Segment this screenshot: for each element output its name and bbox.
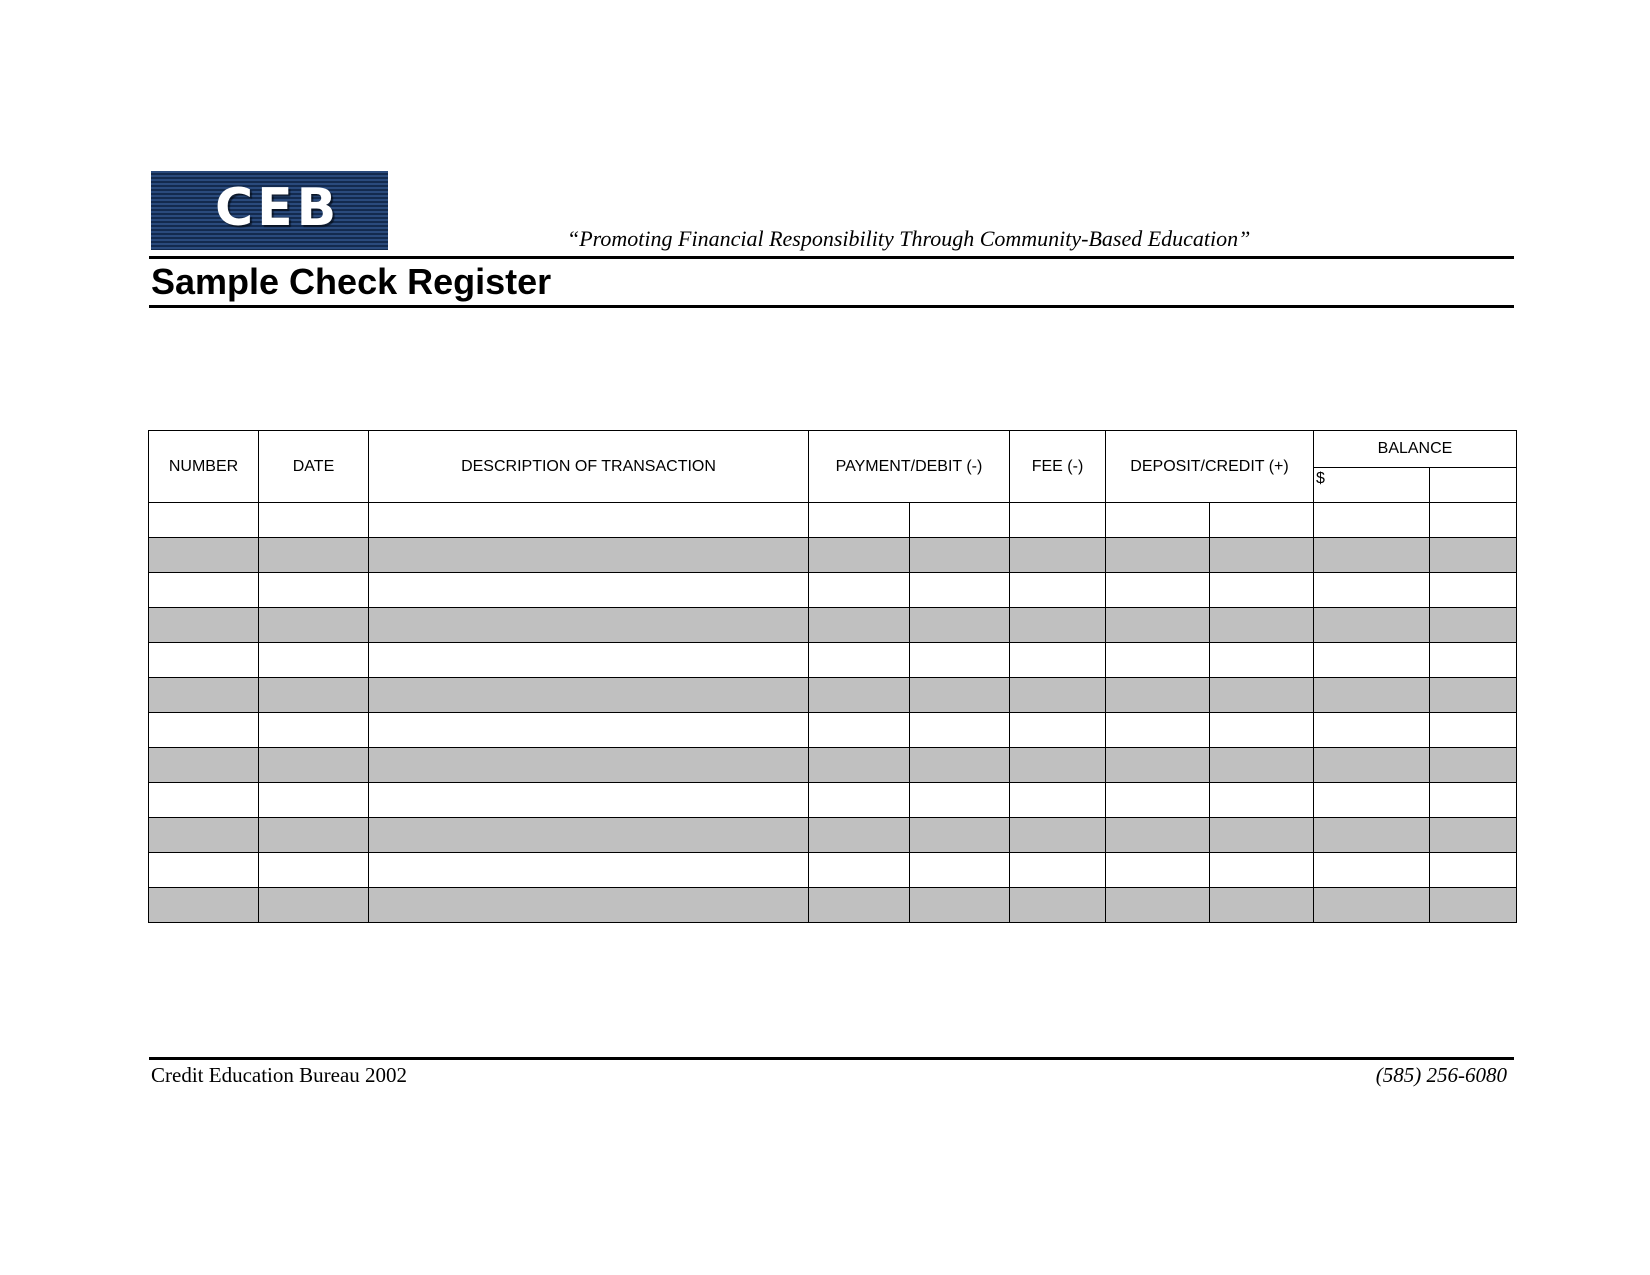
cell-payment-cents[interactable] [910,713,1010,748]
table-row [149,573,1517,608]
cell-deposit-dollars[interactable] [1106,678,1210,713]
cell-date[interactable] [259,538,369,573]
cell-number[interactable] [149,818,259,853]
cell-description[interactable] [369,853,809,888]
page-title: Sample Check Register [151,261,552,302]
register-body [149,503,1517,923]
cell-deposit-cents[interactable] [1210,503,1314,538]
table-row [149,748,1517,783]
cell-date[interactable] [259,643,369,678]
cell-balance-dollars[interactable] [1314,503,1430,538]
cell-number[interactable] [149,713,259,748]
cell-fee[interactable] [1010,573,1106,608]
cell-date[interactable] [259,713,369,748]
table-row [149,608,1517,643]
cell-date[interactable] [259,888,369,923]
cell-description[interactable] [369,503,809,538]
cell-payment-cents[interactable] [910,888,1010,923]
cell-deposit-cents[interactable] [1210,538,1314,573]
cell-date[interactable] [259,503,369,538]
cell-deposit-dollars[interactable] [1106,748,1210,783]
cell-balance-cents[interactable] [1430,503,1517,538]
cell-payment-dollars[interactable] [809,853,910,888]
cell-number[interactable] [149,853,259,888]
cell-balance-cents[interactable] [1430,783,1517,818]
table-row [149,713,1517,748]
cell-balance-cents[interactable] [1430,713,1517,748]
cell-deposit-dollars[interactable] [1106,783,1210,818]
cell-date[interactable] [259,853,369,888]
cell-payment-cents[interactable] [910,818,1010,853]
table-row [149,888,1517,923]
cell-deposit-dollars[interactable] [1106,573,1210,608]
cell-balance-dollars[interactable] [1314,853,1430,888]
cell-balance-cents[interactable] [1430,678,1517,713]
header-payment-debit: PAYMENT/DEBIT (-) [809,431,1010,503]
cell-fee[interactable] [1010,853,1106,888]
cell-balance-dollars[interactable] [1314,538,1430,573]
header-fee: FEE (-) [1010,431,1106,503]
cell-deposit-cents[interactable] [1210,818,1314,853]
cell-deposit-cents[interactable] [1210,888,1314,923]
cell-description[interactable] [369,608,809,643]
cell-date[interactable] [259,573,369,608]
cell-payment-cents[interactable] [910,573,1010,608]
cell-description[interactable] [369,643,809,678]
cell-payment-dollars[interactable] [809,643,910,678]
cell-number[interactable] [149,538,259,573]
cell-description[interactable] [369,748,809,783]
cell-balance-dollars[interactable] [1314,608,1430,643]
cell-payment-dollars[interactable] [809,783,910,818]
cell-balance-cents[interactable] [1430,818,1517,853]
cell-payment-cents[interactable] [910,783,1010,818]
cell-fee[interactable] [1010,678,1106,713]
cell-number[interactable] [149,608,259,643]
balance-cents-cell [1430,468,1517,503]
cell-deposit-dollars[interactable] [1106,818,1210,853]
footer-rule [149,1057,1514,1060]
table-row [149,853,1517,888]
cell-balance-cents[interactable] [1430,538,1517,573]
cell-payment-dollars[interactable] [809,608,910,643]
cell-deposit-cents[interactable] [1210,573,1314,608]
balance-currency-cell: $ [1314,468,1430,503]
cell-fee[interactable] [1010,713,1106,748]
cell-payment-cents[interactable] [910,853,1010,888]
cell-fee[interactable] [1010,748,1106,783]
cell-deposit-cents[interactable] [1210,748,1314,783]
cell-number[interactable] [149,573,259,608]
cell-fee[interactable] [1010,608,1106,643]
cell-description[interactable] [369,783,809,818]
cell-payment-cents[interactable] [910,748,1010,783]
cell-description[interactable] [369,573,809,608]
tagline: “Promoting Financial Responsibility Through Community-Based Education” [567,226,1251,251]
header-description: DESCRIPTION OF TRANSACTION [369,431,809,503]
table-row [149,643,1517,678]
cell-payment-dollars[interactable] [809,818,910,853]
cell-balance-dollars[interactable] [1314,818,1430,853]
cell-payment-cents[interactable] [910,608,1010,643]
cell-description[interactable] [369,713,809,748]
cell-fee[interactable] [1010,818,1106,853]
cell-payment-dollars[interactable] [809,573,910,608]
footer-phone: (585) 256-6080 [1375,1063,1507,1087]
cell-balance-dollars[interactable] [1314,573,1430,608]
cell-description[interactable] [369,538,809,573]
cell-deposit-dollars[interactable] [1106,643,1210,678]
cell-balance-dollars[interactable] [1314,783,1430,818]
cell-date[interactable] [259,608,369,643]
cell-payment-dollars[interactable] [809,678,910,713]
cell-fee[interactable] [1010,888,1106,923]
cell-deposit-cents[interactable] [1210,853,1314,888]
cell-balance-cents[interactable] [1430,853,1517,888]
table-row [149,783,1517,818]
cell-number[interactable] [149,643,259,678]
table-row [149,818,1517,853]
cell-description[interactable] [369,678,809,713]
cell-balance-cents[interactable] [1430,888,1517,923]
cell-balance-cents[interactable] [1430,643,1517,678]
cell-payment-dollars[interactable] [809,538,910,573]
cell-balance-cents[interactable] [1430,573,1517,608]
cell-date[interactable] [259,678,369,713]
cell-number[interactable] [149,678,259,713]
header-balance: BALANCE [1314,431,1517,468]
cell-fee[interactable] [1010,643,1106,678]
cell-date[interactable] [259,818,369,853]
cell-fee[interactable] [1010,783,1106,818]
cell-balance-dollars[interactable] [1314,748,1430,783]
header-number: NUMBER [149,431,259,503]
cell-deposit-dollars[interactable] [1106,853,1210,888]
cell-balance-dollars[interactable] [1314,678,1430,713]
header-rule [149,256,1514,259]
footer-organization: Credit Education Bureau 2002 [151,1063,408,1087]
cell-balance-cents[interactable] [1430,608,1517,643]
table-row [149,503,1517,538]
cell-deposit-cents[interactable] [1210,783,1314,818]
cell-balance-dollars[interactable] [1314,713,1430,748]
cell-deposit-dollars[interactable] [1106,713,1210,748]
title-rule [149,305,1514,308]
cell-balance-dollars[interactable] [1314,643,1430,678]
cell-payment-cents[interactable] [910,538,1010,573]
cell-deposit-dollars[interactable] [1106,538,1210,573]
cell-date[interactable] [259,748,369,783]
cell-description[interactable] [369,888,809,923]
cell-description[interactable] [369,818,809,853]
cell-payment-dollars[interactable] [809,713,910,748]
cell-deposit-cents[interactable] [1210,713,1314,748]
cell-number[interactable] [149,783,259,818]
cell-number[interactable] [149,888,259,923]
header-deposit-credit: DEPOSIT/CREDIT (+) [1106,431,1314,503]
cell-deposit-dollars[interactable] [1106,608,1210,643]
cell-balance-cents[interactable] [1430,748,1517,783]
table-row [149,538,1517,573]
cell-deposit-cents[interactable] [1210,643,1314,678]
cell-deposit-dollars[interactable] [1106,503,1210,538]
header-date: DATE [259,431,369,503]
cell-payment-cents[interactable] [910,678,1010,713]
cell-payment-cents[interactable] [910,643,1010,678]
cell-payment-dollars[interactable] [809,503,910,538]
table-row [149,678,1517,713]
cell-deposit-dollars[interactable] [1106,888,1210,923]
cell-number[interactable] [149,503,259,538]
cell-fee[interactable] [1010,503,1106,538]
cell-date[interactable] [259,783,369,818]
check-register-table [148,430,1517,923]
cell-deposit-cents[interactable] [1210,608,1314,643]
ceb-logo [151,171,388,250]
logo-text: CEB [215,178,341,238]
cell-payment-dollars[interactable] [809,888,910,923]
cell-balance-dollars[interactable] [1314,888,1430,923]
cell-number[interactable] [149,748,259,783]
cell-deposit-cents[interactable] [1210,678,1314,713]
cell-payment-cents[interactable] [910,503,1010,538]
cell-payment-dollars[interactable] [809,748,910,783]
cell-fee[interactable] [1010,538,1106,573]
